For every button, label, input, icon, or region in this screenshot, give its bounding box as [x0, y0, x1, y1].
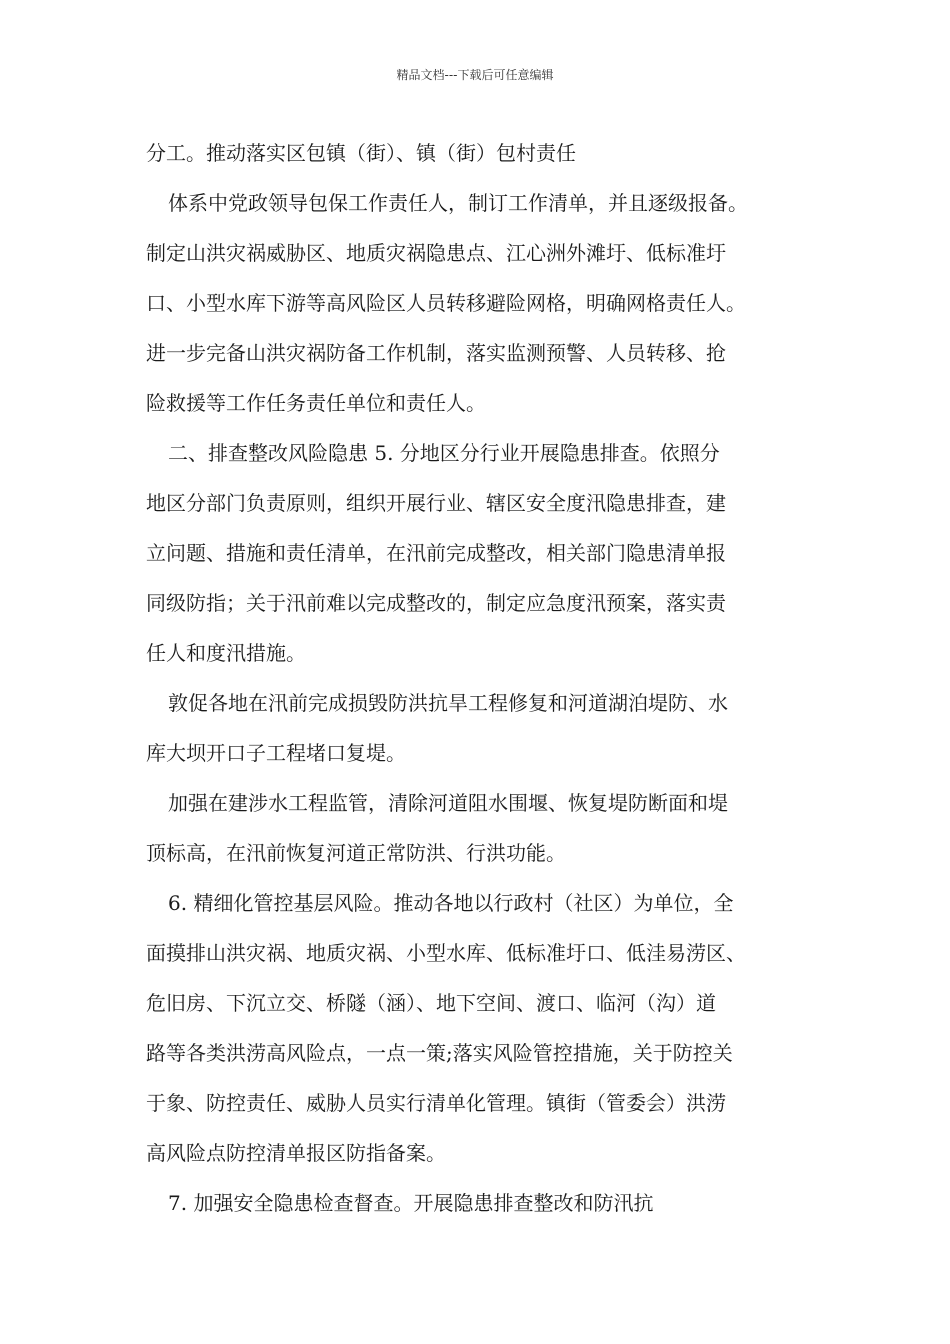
text-line: 面摸排山洪灾祸、地质灾祸、小型水库、低标准圩口、低洼易涝区、	[146, 941, 746, 965]
text-line: 加强在建涉水工程监管，清除河道阻水围堰、恢复堤防断面和堤	[168, 791, 728, 815]
text-line: 于象、防控责任、威胁人员实行清单化管理。镇街（管委会）洪涝	[146, 1091, 726, 1115]
text-line: 立问题、措施和责任清单，在汛前完成整改，相关部门隐患清单报	[146, 541, 726, 565]
text-line: 顶标高，在汛前恢复河道正常防洪、行洪功能。	[146, 841, 566, 865]
text-line: 路等各类洪涝高风险点，一点一策;落实风险管控措施，关于防控关	[146, 1041, 733, 1065]
text-line: 地区分部门负责原则，组织开展行业、辖区安全度汛隐患排查，建	[146, 491, 726, 515]
text-line: 进一步完备山洪灾祸防备工作机制，落实监测预警、人员转移、抢	[146, 341, 726, 365]
text-line: 体系中党政领导包保工作责任人，制订工作清单，并且逐级报备。	[168, 191, 748, 215]
text-line: 口、小型水库下游等高风险区人员转移避险网格，明确网格责任人。	[146, 291, 746, 315]
text-line: 任人和度汛措施。	[146, 641, 306, 665]
document-body	[146, 128, 836, 1228]
text-line: 6. 精细化管控基层风险。推动各地以行政村（社区）为单位，全	[168, 891, 734, 915]
text-line: 敦促各地在汛前完成损毁防洪抗旱工程修复和河道湖泊堤防、水	[168, 691, 728, 715]
text-line: 库大坝开口子工程堵口复堤。	[146, 741, 406, 765]
text-line: 同级防指；关于汛前难以完成整改的，制定应急度汛预案，落实责	[146, 591, 726, 615]
text-line: 7. 加强安全隐患检查督查。开展隐患排查整改和防汛抗	[168, 1191, 654, 1215]
text-line: 二、排查整改风险隐患 5. 分地区分行业开展隐患排查。依照分	[168, 441, 720, 465]
text-line: 危旧房、下沉立交、桥隧（涵）、地下空间、渡口、临河（沟）道	[146, 991, 716, 1015]
page-header: 精品文档---下载后可任意编辑	[396, 68, 554, 82]
text-line: 制定山洪灾祸威胁区、地质灾祸隐患点、江心洲外滩圩、低标准圩	[146, 241, 726, 265]
text-line: 分工。推动落实区包镇（街）、镇（街）包村责任	[146, 141, 576, 165]
text-line: 险救援等工作任务责任单位和责任人。	[146, 391, 486, 415]
text-line: 高风险点防控清单报区防指备案。	[146, 1141, 446, 1165]
